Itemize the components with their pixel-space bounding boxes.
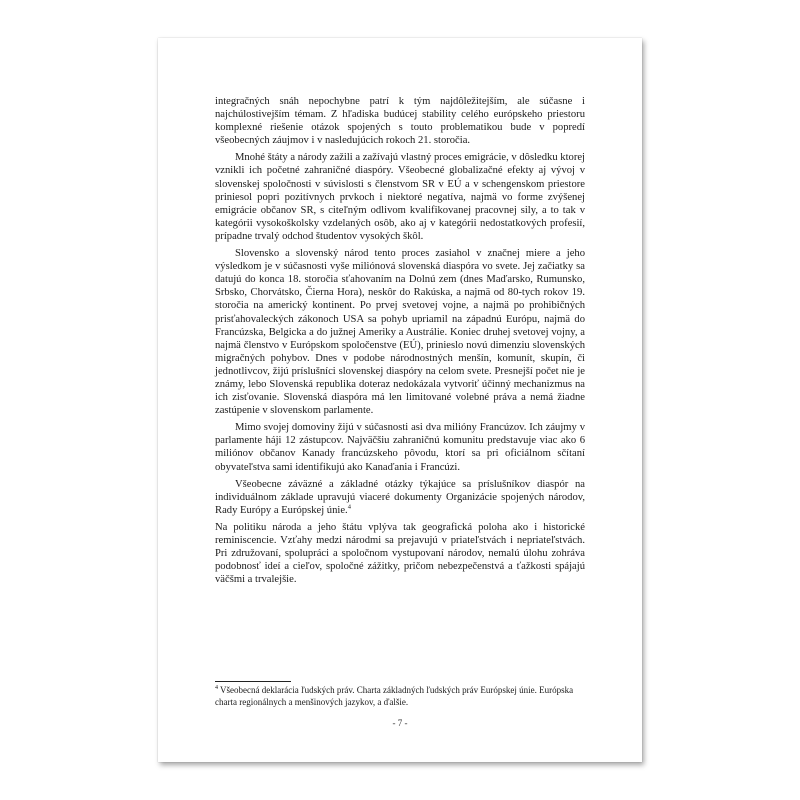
paragraph-2: Mnohé štáty a národy zažili a zažívajú vlastný proces emigrácie, v dôsledku ktorej vznikli ich početné zahraničné diaspóry. Všeobecné globalizačné efekty aj vývoj v slovenskej spoločnosti v súvislosti s členstvom SR v EÚ a v schengenskom priestore priniesol popri pozitívnych prvkoch i niektoré negatíva, najmä vo forme zvýšenej emigrácie občanov SR, s citeľným odlivom kvalifikovanej pracovnej sily, a to tak v kategórii vysokoškolsky vzdelaných osôb, ako aj v kategórii nedostatkových profesií, prípadne trvalý odchod študentov vysokých škôl. [215, 152, 585, 242]
paragraph-5 [215, 478, 585, 517]
paragraph-3: Slovensko a slovenský národ tento proces zasiahol v značnej miere a jeho výsledkom je v súčasnosti vyše miliónová slovenská diaspóra vo svete. Jej začiatky sa datujú do konca 18. storočia sťahovaním na Dolnú zem (dnes Maďarsko, Rumunsko, Srbsko, Chorvátsko, Čierna Hora), neskôr do Rakúska, a najmä od 80-tych rokov 19. storočia na americký kontinent. Po prvej svetovej vojne, a najmä po prohibičných prisťahovaleckých zákonoch USA sa pohyb upriamil na západnú Európu, najmä do Francúzska, Belgicka a do južnej Ameriky a Austrálie. Koniec druhej svetovej vojny, a najmä členstvo v Európskom spoločenstve (EÚ), prinieslo novú dimenziu slovenských migračných pohybov. Dnes v podobe národnostných menšín, komunít, skupín, či jednotlivcov, žijú príslušníci slovenskej diaspóry na celom svete. Presnejší počet nie je známy, lebo Slovenská republika doteraz nedokázala vytvoriť účinný mechanizmus na ich zisťovanie. Slovenská diaspóra má len limitované volebné práva a nemá žiadne zastúpenie v slovenskom parlamente. [215, 248, 585, 417]
paragraph-1: integračných snáh nepochybne patrí k tým najdôležitejším, ale súčasne i najchúlostivejším témam. Z hľadiska budúcej stability celého európskeho priestoru komplexné riešenie otázok spojených s touto problematikou bude v popredí všeobecných záujmov i v nasledujúcich rokoch 21. storočia. [215, 96, 585, 147]
footnote [215, 684, 587, 708]
page-number: - 7 - [392, 718, 408, 728]
body-text [215, 95, 585, 590]
document-page [158, 38, 642, 762]
paragraph-4: Mimo svojej domoviny žijú v súčasnosti asi dva milióny Francúzov. Ich záujmy v parlamente háji 12 zástupcov. Najväčšiu zahraničnú komunitu predstavuje viac ako 6 miliónov občanov Kanady francúzskeho pôvodu, ktorí sa pri oficiálnom sčítaní obyvateľstva sami identifikujú ako Kanaďania i Francúzi. [215, 422, 585, 473]
footnote-reference[interactable]: 4 [347, 503, 351, 511]
paragraph-5-text: Všeobecne záväzné a základné otázky týkajúce sa príslušníkov diaspór na individuálnom základe upravujú viaceré dokumenty Organizácie spojených národov, Rady Európy a Európskej únie. [215, 478, 585, 516]
paragraph-6: Na politiku národa a jeho štátu vplýva tak geografická poloha ako i historické reminiscencie. Vzťahy medzi národmi sa prejavujú v priateľstvách i nepriateľstvách. Pri združovaní, spolupráci a spoločnom vystupovaní národov, nemalú úlohu zohráva podobnosť ideí a cieľov, spoločné zážitky, pričom nebezpečenstvá a ťažkosti spájajú väčšmi a trvalejšie. [215, 521, 585, 586]
footnote-text: Všeobecná deklarácia ľudských práv. Charta základných ľudských práv Európskej únie. Európska charta regionálnych a menšinových jazykov, a ďalšie. [215, 685, 574, 707]
footnote-separator [215, 681, 291, 682]
footnote-number: 4 [215, 685, 218, 691]
